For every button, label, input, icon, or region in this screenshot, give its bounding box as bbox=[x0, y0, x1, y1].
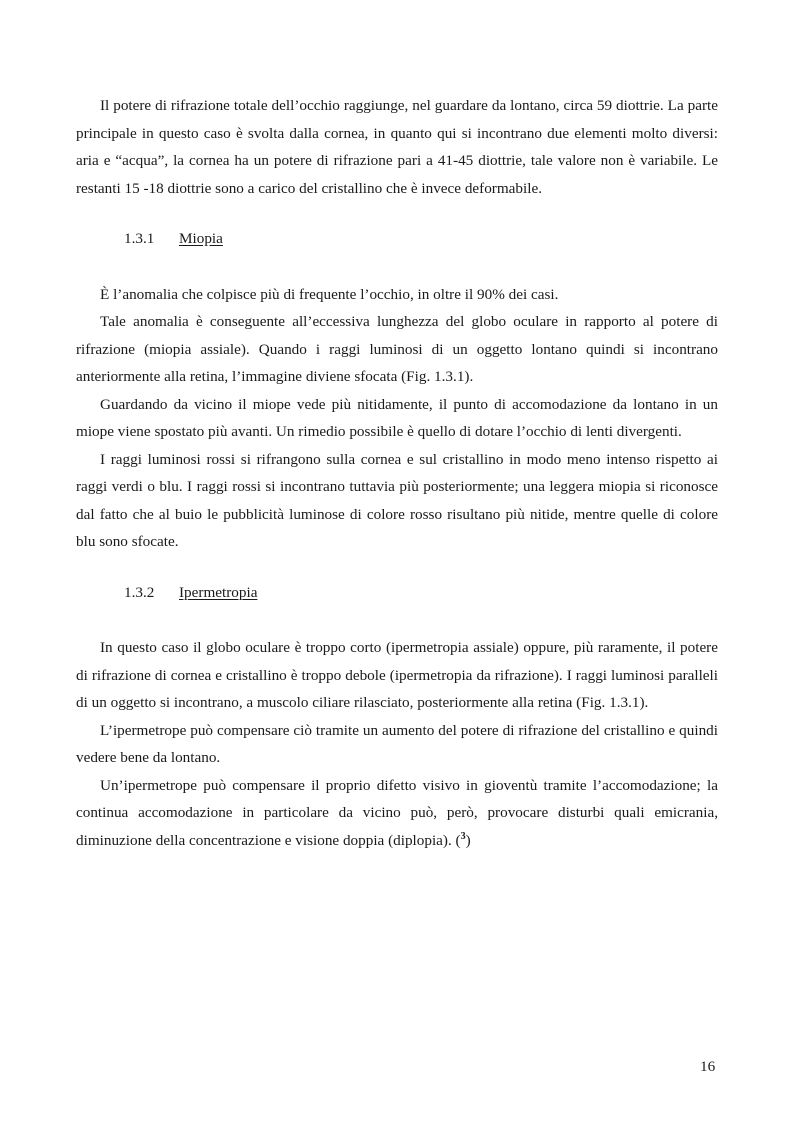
intro-paragraph: Il potere di rifrazione totale dell’occhio raggiunge, nel guardare da lontano, circa 59 diottrie. La parte principale in questo caso è svolta dalla cornea, in quanto qui si incontrano due elementi molto diversi: aria e “acqua”, la cornea ha un potere di rifrazione pari a 41-45 diottrie, tale valore non è variabile. Le restanti 15 -18 diottrie sono a carico del cristallino che è invece deformabile. bbox=[76, 97, 718, 197]
page-number: 16 bbox=[700, 1058, 716, 1075]
spacer bbox=[76, 202, 718, 225]
spacer bbox=[76, 606, 718, 634]
paragraph: In questo caso il globo oculare è troppo corto (ipermetropia assiale) oppure, più raramente, il potere di rifrazione di cornea e cristallino è troppo debole (ipermetropia da rifrazione). I raggi luminosi paralleli di un oggetto si incontrano, a muscolo ciliare rilasciato, posteriormente alla retina (Fig. 1.3.1). bbox=[76, 639, 718, 711]
spacer bbox=[76, 253, 718, 281]
section-title: Miopia bbox=[179, 230, 223, 247]
section-title: Ipermetropia bbox=[179, 583, 258, 601]
paragraph: Tale anomalia è conseguente all’eccessiva lunghezza del globo oculare in rapporto al potere di rifrazione (miopia assiale). Quando i raggi luminosi di un oggetto lontano quindi si incontrano anteriormente alla retina, l’immagine diviene sfocata (Fig. 1.3.1). bbox=[76, 313, 718, 385]
section-number: 1.3.1 bbox=[124, 230, 155, 247]
spacer bbox=[76, 556, 718, 579]
footnote-reference[interactable]: 3 bbox=[460, 830, 466, 842]
paragraph-with-footnote bbox=[76, 772, 718, 855]
footnote-close: ) bbox=[465, 831, 471, 849]
paragraph: È l’anomalia che colpisce più di frequente l’occhio, in oltre il 90% dei casi. bbox=[100, 285, 559, 303]
paragraph-text: Un’ipermetrope può compensare il proprio difetto visivo in gioventù tramite l’accomodazione; la continua accomodazione in particolare da vicino può, però, provocare disturbi quali emicrania, diminuzione della concentrazione e visione doppia (diplopia). ( bbox=[76, 776, 718, 849]
paragraph: Guardando da vicino il miope vede più nitidamente, il punto di accomodazione da lontano in un miope viene spostato più avanti. Un rimedio possibile è quello di dotare l’occhio di lenti divergenti. bbox=[76, 395, 718, 440]
section-heading-miopia bbox=[76, 225, 718, 253]
section-number: 1.3.2 bbox=[124, 583, 155, 601]
page-content bbox=[76, 92, 718, 854]
paragraph: L’ipermetrope può compensare ciò tramite un aumento del potere di rifrazione del cristallino e quindi vedere bene da lontano. bbox=[76, 721, 718, 766]
section-heading-ipermetropia bbox=[76, 579, 718, 607]
paragraph: I raggi luminosi rossi si rifrangono sulla cornea e sul cristallino in modo meno intenso rispetto ai raggi verdi o blu. I raggi rossi si incontrano tuttavia più posteriormente; una leggera miopia si riconosce dal fatto che al buio le pubblicità luminose di colore rosso risultano più nitide, mentre quelle di colore blu sono sfocate. bbox=[76, 450, 718, 550]
